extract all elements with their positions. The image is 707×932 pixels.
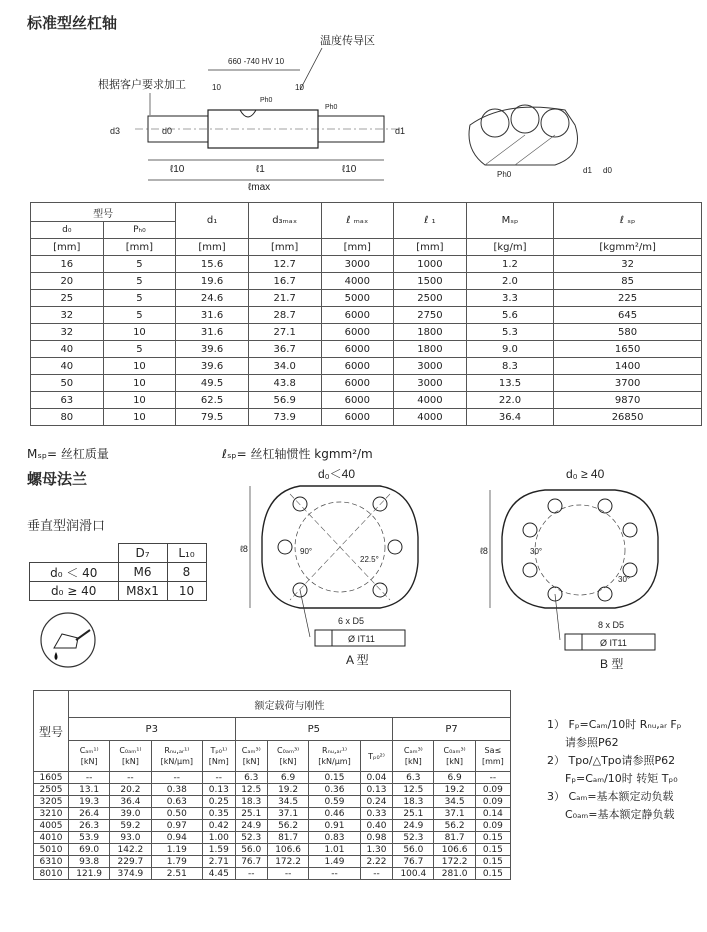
flange-b-diagram: [470, 462, 690, 677]
table-row: d₀ ≥ 40 M8x1 10: [30, 582, 207, 601]
page-title: 标准型丝杠轴: [27, 14, 118, 32]
col-d0: d₀: [31, 222, 104, 239]
note-2: 2） Tpo/△Tpo请参照P62: [547, 754, 676, 767]
customer-label: 根据客户要求加工: [98, 79, 186, 91]
svg-text:22.5°: 22.5°: [360, 555, 379, 564]
col-msp: Mₛₚ: [466, 203, 553, 239]
col-d3max: d₃ₘₐₓ: [248, 203, 321, 239]
footnotes: [547, 716, 681, 824]
load-col-header: Rₙᵤ,ₐᵣ¹⁾ [kN/μm]: [309, 741, 361, 772]
flange-a-diagram: [230, 462, 450, 677]
load-col-header: Cₐₘ¹⁾ [kN]: [69, 741, 110, 772]
unit-cell: [kg/m]: [466, 239, 553, 256]
svg-text:d₀ ≥ 40: d₀ ≥ 40: [566, 467, 605, 481]
svg-text:8 x D5: 8 x D5: [598, 620, 625, 630]
svg-text:Ph0: Ph0: [325, 104, 338, 111]
svg-text:Ø IT11: Ø IT11: [600, 638, 627, 648]
table-row: 50 10 49.5 43.8 6000 3000 13.5 3700: [31, 375, 702, 392]
spec-table: [30, 202, 702, 426]
table-row: 25 5 24.6 21.7 5000 2500 3.3 225: [31, 290, 702, 307]
svg-text:10: 10: [212, 83, 221, 92]
table-row: 80 10 79.5 73.9 6000 4000 36.4 26850: [31, 409, 702, 426]
table-row: 40 5 39.6 36.7 6000 1800 9.0 1650: [31, 341, 702, 358]
lube-col-d7: D₇: [118, 544, 167, 563]
load-caption: 额定载荷与刚性: [69, 691, 511, 718]
svg-text:30°: 30°: [530, 547, 543, 556]
load-col-header: Cₐₘ³⁾ [kN]: [393, 741, 434, 772]
note-1b: 请参照P62: [565, 736, 619, 749]
msp-note: Mₛₚ= 丝杠质量: [27, 447, 109, 461]
lube-col-l10: L₁₀: [167, 544, 206, 563]
svg-text:d1: d1: [583, 166, 592, 175]
svg-text:Ph0: Ph0: [260, 97, 273, 104]
svg-text:d0: d0: [162, 126, 173, 136]
table-row: 4005 26.3 59.2 0.97 0.42 24.9 56.2 0.91 0.40 24.9 56.2 0.09: [34, 820, 511, 832]
load-col-header: Rₙᵤ,ₐᵣ¹⁾ [kN/μm]: [151, 741, 203, 772]
svg-text:d₀＜40: d₀＜40: [318, 467, 356, 481]
load-col-header: C₀ₐₘ³⁾ [kN]: [434, 741, 475, 772]
lube-title: 垂直型润滑口: [27, 519, 106, 534]
note-2b: Fₚ=Cₐₘ/10时 转矩 Tₚ₀: [565, 772, 678, 785]
unit-cell: [mm]: [31, 239, 104, 256]
table-row: 20 5 19.6 16.7 4000 1500 2.0 85: [31, 273, 702, 290]
load-col-header: Tₚ₀¹⁾ [Nm]: [203, 741, 235, 772]
table-row: 1605 -- -- -- -- 6.3 6.9 0.15 0.04 6.3 6.9 --: [34, 772, 511, 784]
svg-text:B 型: B 型: [600, 657, 624, 671]
col-ph0: Pₕ₀: [103, 222, 176, 239]
table-row: d₀ ＜ 40 M6 8: [30, 563, 207, 582]
unit-cell: [mm]: [321, 239, 394, 256]
svg-text:Ø IT11: Ø IT11: [348, 634, 375, 644]
lube-table: [29, 543, 207, 601]
load-col-header: C₀ₐₘ³⁾ [kN]: [267, 741, 308, 772]
unit-cell: [mm]: [103, 239, 176, 256]
svg-text:10: 10: [295, 83, 304, 92]
table-row: 8010 121.9 374.9 2.51 4.45 -- -- -- -- 100.4 281.0 0.15: [34, 868, 511, 880]
load-table: [33, 690, 511, 880]
lsp-note: ℓₛₚ= 丝杠轴惯性 kgmm²/m: [222, 447, 373, 461]
note-3: 3） Cₐₘ=基本额定动负载: [547, 790, 674, 803]
svg-text:d0: d0: [603, 166, 612, 175]
col-lsp: ℓ ₛₚ: [554, 203, 702, 239]
load-col-header: Cₐₘ³⁾ [kN]: [235, 741, 267, 772]
load-model-header: 型号: [34, 691, 69, 772]
group-p5: P5: [235, 718, 393, 741]
col-l1: ℓ ₁: [394, 203, 467, 239]
load-col-header: C₀ₐₘ¹⁾ [kN]: [110, 741, 151, 772]
table-row: 3210 26.4 39.0 0.50 0.35 25.1 37.1 0.46 0.33 25.1 37.1 0.14: [34, 808, 511, 820]
unit-cell: [mm]: [176, 239, 249, 256]
svg-text:ℓ8: ℓ8: [480, 546, 488, 556]
group-p3: P3: [69, 718, 236, 741]
hardness-label: 660 -740 HV 10: [228, 57, 285, 66]
load-col-header: Sa≤ [mm]: [475, 741, 510, 772]
svg-text:ℓ10: ℓ10: [170, 164, 185, 175]
table-row: 3205 19.3 36.4 0.63 0.25 18.3 34.5 0.59 0.24 18.3 34.5 0.09: [34, 796, 511, 808]
flange-title: 螺母法兰: [27, 470, 88, 488]
note-1: 1） Fₚ=Cₐₘ/10时 Rₙᵤ,ₐᵣ Fₚ: [547, 718, 682, 731]
table-row: 32 10 31.6 27.1 6000 1800 5.3 580: [31, 324, 702, 341]
svg-text:ℓmax: ℓmax: [248, 182, 271, 193]
table-row: 40 10 39.6 34.0 6000 3000 8.3 1400: [31, 358, 702, 375]
table-row: 5010 69.0 142.2 1.19 1.59 56.0 106.6 1.01 1.30 56.0 106.6 0.15: [34, 844, 511, 856]
table-row: 16 5 15.6 12.7 3000 1000 1.2 32: [31, 256, 702, 273]
load-col-header: Tₚ₀²⁾: [360, 741, 392, 772]
svg-text:90°: 90°: [300, 547, 313, 556]
table-row: 32 5 31.6 28.7 6000 2750 5.6 645: [31, 307, 702, 324]
table-row: 6310 93.8 229.7 1.79 2.71 76.7 172.2 1.49 2.22 76.7 172.2 0.15: [34, 856, 511, 868]
svg-text:6 x D5: 6 x D5: [338, 616, 365, 626]
svg-text:d1: d1: [395, 126, 406, 136]
svg-text:ℓ10: ℓ10: [342, 164, 357, 175]
table-row: 4010 53.9 93.0 0.94 1.00 52.3 81.7 0.83 0.98 52.3 81.7 0.15: [34, 832, 511, 844]
col-lmax: ℓ ₘₐₓ: [321, 203, 394, 239]
svg-text:A 型: A 型: [346, 653, 369, 667]
note-3b: C₀ₐₘ=基本额定静负载: [565, 808, 675, 821]
unit-cell: [mm]: [248, 239, 321, 256]
unit-cell: [kgmm²/m]: [554, 239, 702, 256]
temp-zone-label: 温度传导区: [320, 35, 375, 47]
svg-text:Ph0: Ph0: [497, 170, 512, 179]
svg-text:30°: 30°: [618, 575, 631, 584]
model-header: 型号: [31, 203, 176, 222]
table-row: 2505 13.1 20.2 0.38 0.13 12.5 19.2 0.36 0.13 12.5 19.2 0.09: [34, 784, 511, 796]
shaft-diagram: [90, 30, 430, 195]
table-row: 63 10 62.5 56.9 6000 4000 22.0 9870: [31, 392, 702, 409]
svg-text:ℓ8: ℓ8: [240, 544, 248, 554]
unit-cell: [mm]: [394, 239, 467, 256]
oil-can-icon: [38, 610, 98, 670]
group-p7: P7: [393, 718, 511, 741]
svg-text:d3: d3: [110, 126, 121, 136]
thread-detail: [465, 95, 615, 185]
svg-text:ℓ1: ℓ1: [256, 164, 265, 175]
lube-corner: [30, 544, 119, 563]
col-d1: d₁: [176, 203, 249, 239]
